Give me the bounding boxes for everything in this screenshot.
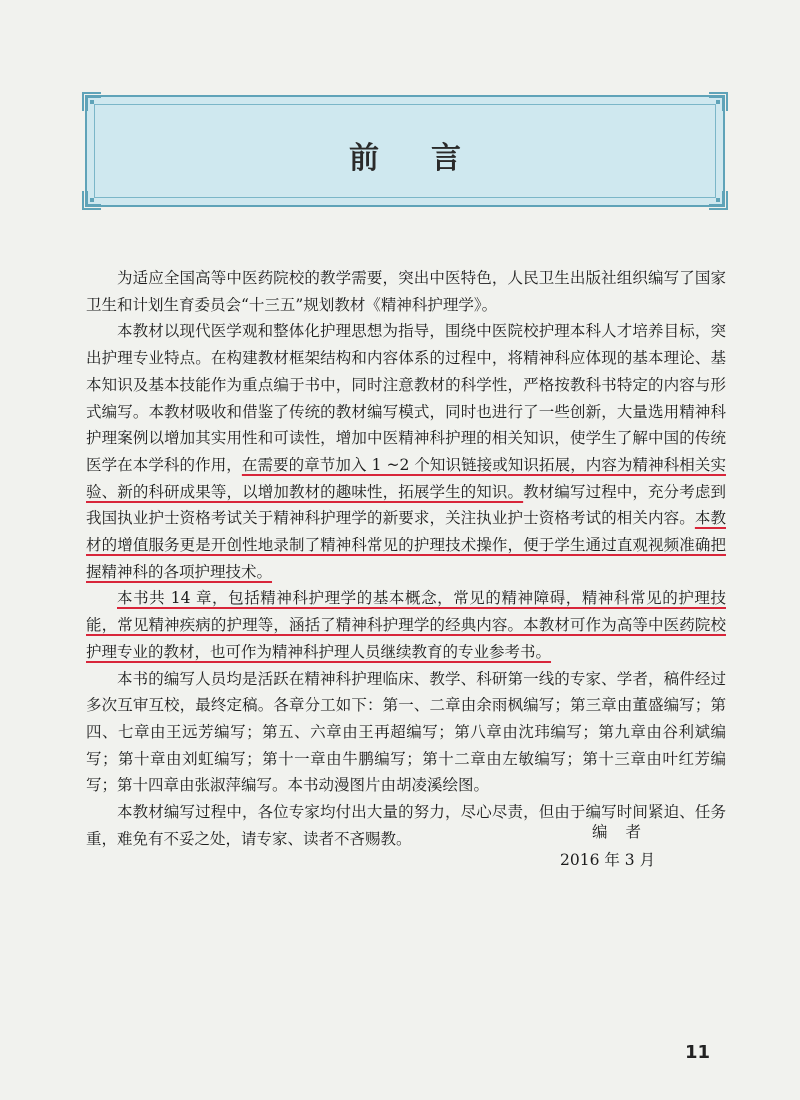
paragraph-2-text-a: 本教材以现代医学观和整体化护理思想为指导，围绕中医院校护理本科人才培养目标，突出护理专业特点。在构建教材框架结构和内容体系的过程中，将精神科应体现的基本理论、基本知识及基本技能作为重点编于书中，同时注意教材的科学性，严格按教科书特定的内容与形式编写。本教材吸收和借鉴了传统的教材编写模式，同时也进行了一些创新，大量选用精神科护理案例以增加其实用性和可读性，增加中医精神科护理的相关知识，使学生了解中国的传统医学在本学科的作用， xyxy=(86,322,726,474)
corner-ornament-icon xyxy=(707,91,729,113)
paragraph-1: 为适应全国高等中医药院校的教学需要，突出中医特色，人民卫生出版社组织编写了国家卫生和计划生育委员会“十三五”规划教材《精神科护理学》。 xyxy=(86,269,726,314)
preface-body xyxy=(86,265,726,852)
highlighted-text-knowledge-links: 在需要的章节加入 1 ~2 个知识链接或知识拓展，内容为精神科相关实验、新的科研成果等，以增加教材的趣味性，拓展学生的知识。 xyxy=(86,455,726,501)
paragraph-3 xyxy=(86,585,726,665)
page-title: 前言 xyxy=(349,141,513,176)
signature-author: 编者 xyxy=(592,823,660,841)
page-number: 11 xyxy=(684,1042,710,1063)
corner-ornament-icon xyxy=(81,91,103,113)
corner-ornament-icon xyxy=(707,189,729,211)
corner-ornament-icon xyxy=(81,189,103,211)
signature-date: 2016 年 3 月 xyxy=(560,851,656,869)
paragraph-2 xyxy=(86,318,726,585)
paragraph-4: 本书的编写人员均是活跃在精神科护理临床、教学、科研第一线的专家、学者，稿件经过多次互审互校，最终定稿。各章分工如下：第一、二章由余雨枫编写；第三章由董盛编写；第四、七章由王远芳编写；第五、六章由王再超编写；第八章由沈玮编写；第九章由谷利斌编写；第十章由刘虹编写；第十一章由牛鹏编写；第十二章由左敏编写；第十三章由叶红芳编写；第十四章由张淑萍编写。本书动漫图片由胡凌溪绘图。 xyxy=(86,669,726,795)
paragraph-5: 本教材编写过程中，各位专家均付出大量的努力，尽心尽责，但由于编写时间紧迫、任务重，难免有不妥之处，请专家、读者不吝赐教。 xyxy=(86,803,726,848)
paragraph-2-text-b: 教材编写过程中，充分考虑到我国执业护士资格考试关于精神科护理学的新要求，关注执业护士资格考试的相关内容。 xyxy=(86,482,726,528)
title-banner xyxy=(85,95,725,207)
signature-block xyxy=(560,818,700,874)
highlighted-text-book-scope: 本书共 14 章，包括精神科护理学的基本概念，常见的精神障碍，精神科常见的护理技能，常见精神疾病的护理等，涵括了精神科护理学的经典内容。本教材可作为高等中医药院校护理专业的教材，也可作为精神科护理人员继续教育的专业参考书。 xyxy=(86,589,726,661)
highlighted-text-video-services: 本教材的增值服务更是开创性地录制了精神科常见的护理技术操作，便于学生通过直观视频准确把握精神科的各项护理技术。 xyxy=(86,509,726,581)
